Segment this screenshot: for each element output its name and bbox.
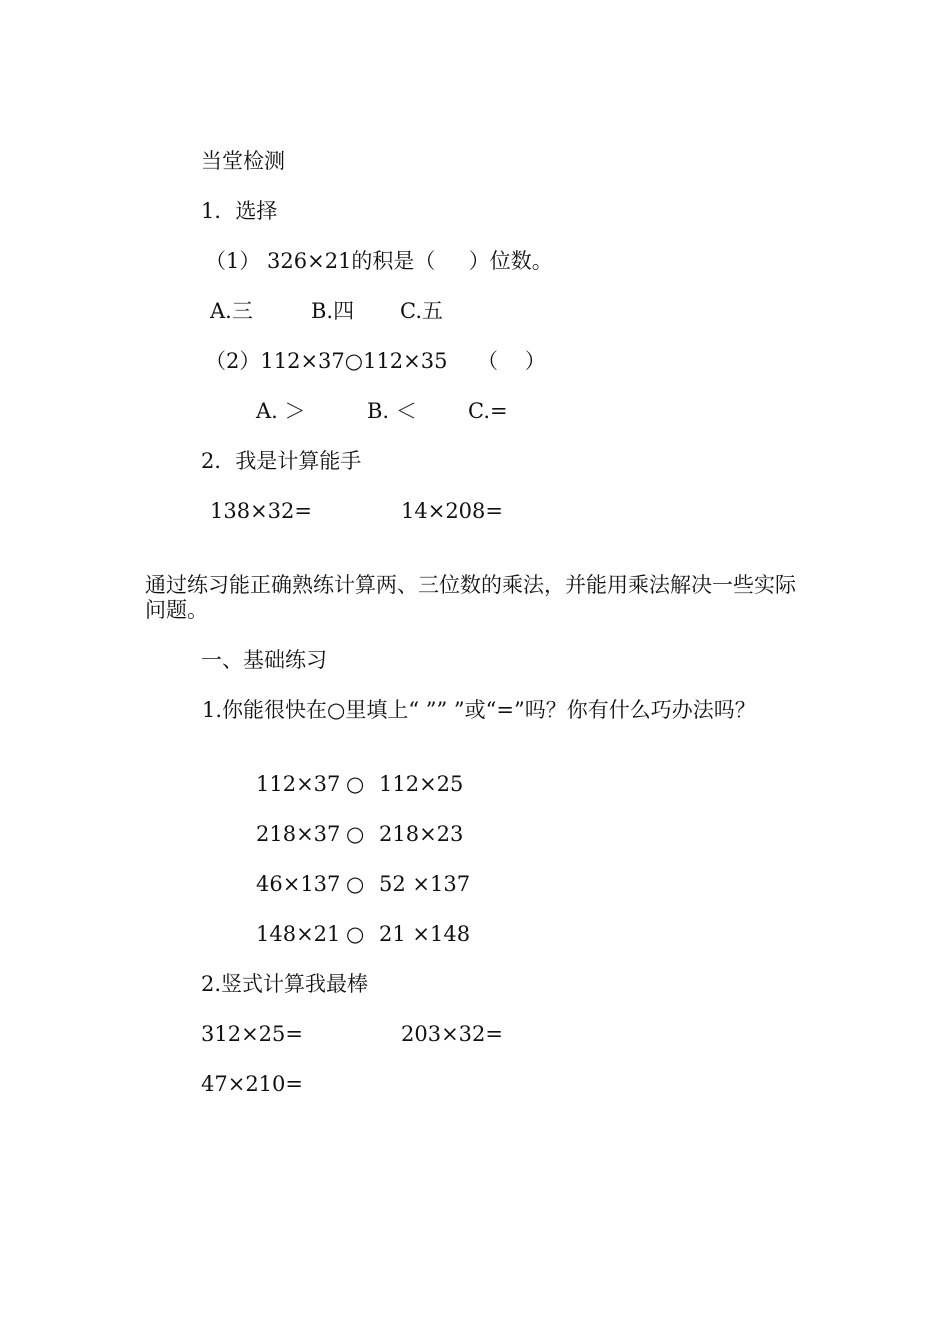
question-1-heading: 1．选择: [201, 199, 278, 223]
option-c: C.五: [400, 299, 443, 323]
question-1-2-stem: （2）112×37○112×35: [205, 349, 448, 373]
learning-goal: 通过练习能正确熟练计算两、三位数的乘法，并能用乘法解决一些实际问题。: [145, 573, 796, 622]
option-a: A.三: [210, 299, 253, 323]
circle-blank: ○: [346, 922, 365, 946]
expression-right: 218×23: [379, 822, 464, 846]
circle-blank: ○: [346, 772, 365, 796]
expression-right: 21 ×148: [379, 922, 471, 946]
expression-right: 112×25: [379, 772, 464, 796]
calc-item: 138×32=: [210, 499, 312, 523]
option-a: A. ＞: [256, 399, 306, 423]
option-b: B.四: [311, 299, 355, 323]
practice-question-1: 1.你能很快在○里填上“ ”” ”或“=”吗？你有什么巧办法吗？: [202, 698, 756, 722]
calc-item: 203×32=: [401, 1022, 503, 1046]
question-1-1-stem: （1） 326×21的积是（ ）位数。: [205, 249, 553, 273]
expression-left: 112×37: [256, 772, 341, 796]
calc-item: 14×208=: [401, 499, 503, 523]
question-2-heading: 2．我是计算能手: [201, 449, 362, 473]
expression-left: 218×37: [256, 822, 341, 846]
option-c: C.=: [468, 399, 508, 423]
calc-item: 47×210=: [201, 1072, 303, 1096]
section-heading: 一、基础练习: [201, 648, 327, 672]
answer-blank: （ ）: [477, 349, 546, 373]
expression-right: 52 ×137: [379, 872, 471, 896]
page-title: 当堂检测: [201, 149, 285, 173]
circle-blank: ○: [346, 872, 365, 896]
expression-left: 46×137: [256, 872, 341, 896]
calc-item: 312×25=: [201, 1022, 303, 1046]
circle-blank: ○: [346, 822, 365, 846]
option-b: B. ＜: [367, 399, 417, 423]
expression-left: 148×21: [256, 922, 341, 946]
practice-question-2-heading: 2.竖式计算我最棒: [201, 972, 369, 996]
